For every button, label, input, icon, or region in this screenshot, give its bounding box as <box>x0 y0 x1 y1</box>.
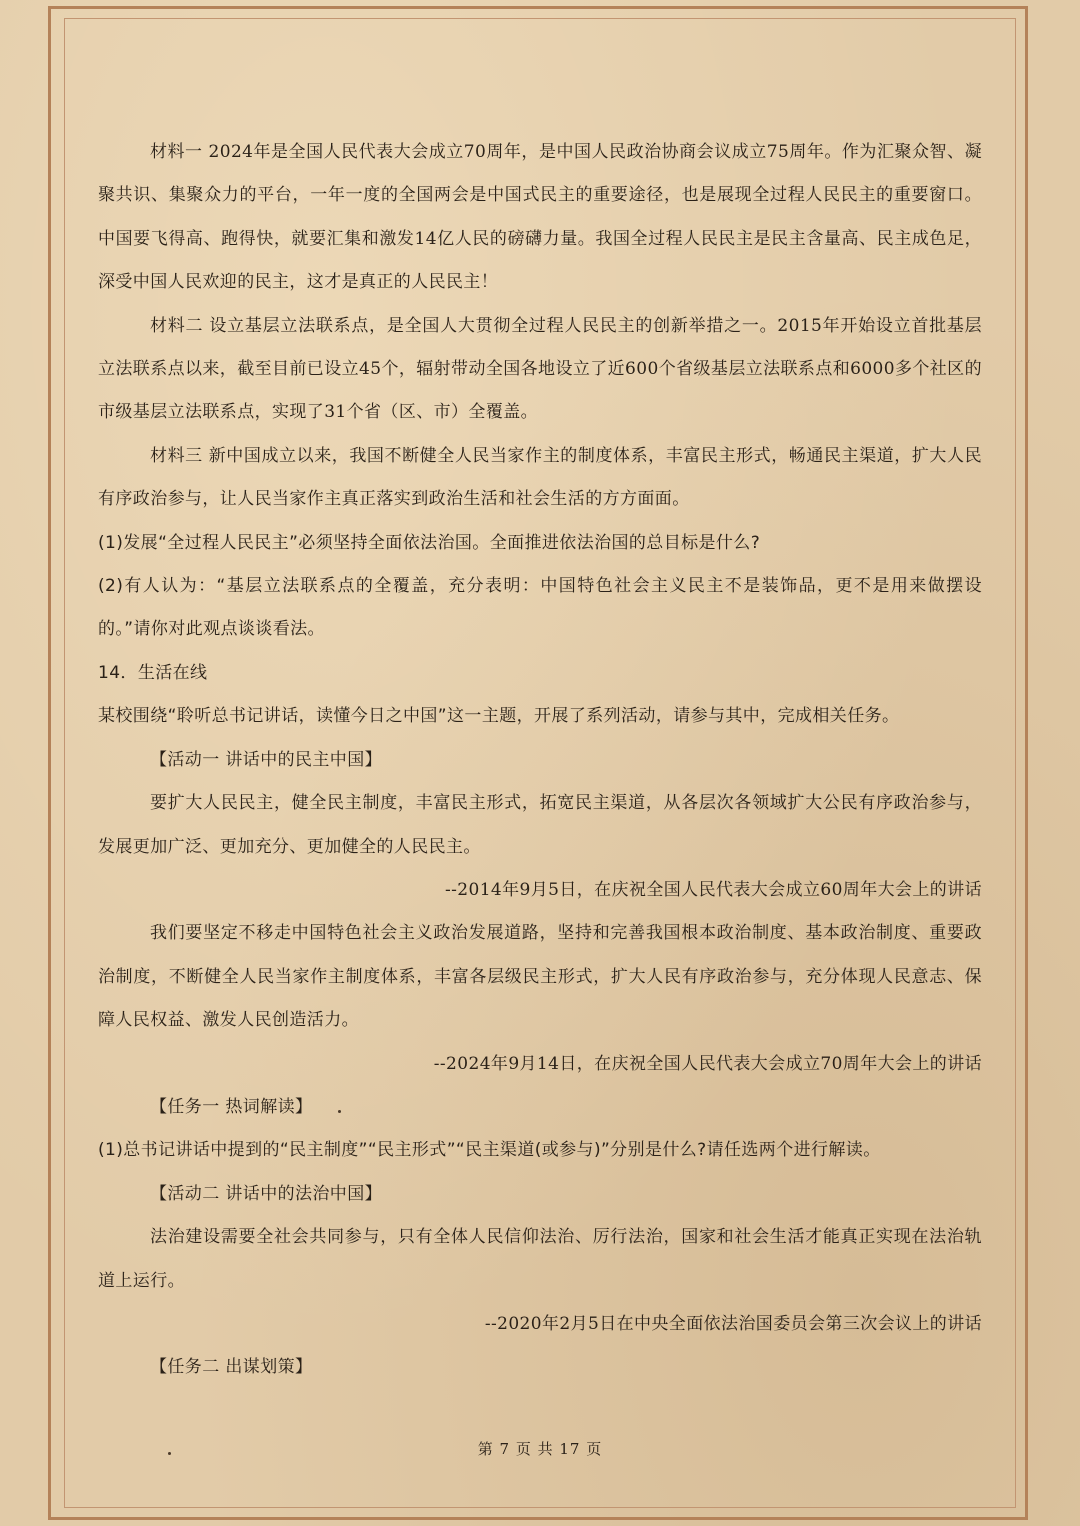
quote-3: 法治建设需要全社会共同参与，只有全体人民信仰法治、厉行法治，国家和社会生活才能真正实现在法治轨道上运行。 <box>98 1227 982 1291</box>
material-1: 材料一 2024年是全国人民代表大会成立70周年，是中国人民政治协商会议成立75周年。作为汇聚众智、凝聚共识、集聚众力的平台，一年一度的全国两会是中国式民主的重要途径，也是展现全过程人民民主的重要窗口。中国要飞得高、跑得快，就要汇集和激发14亿人民的磅礴力量。我国全过程人民民主是民主含量高、民主成色足，深受中国人民欢迎的民主，这才是真正的人民民主！ <box>98 142 982 293</box>
activity-1-title: 【活动一 讲话中的民主中国】 <box>150 749 383 770</box>
task-2-title: 【任务二 出谋划策】 <box>150 1357 313 1378</box>
activity-2-title: 【活动二 讲话中的法治中国】 <box>150 1183 383 1204</box>
document-body <box>98 131 982 1390</box>
material-2: 材料二 设立基层立法联系点，是全国人大贯彻全过程人民民主的创新举措之一。2015年开始设立首批基层立法联系点以来，截至目前已设立45个，辐射带动全国各地设立了近600个省级基层立法联系点和6000多个社区的市级基层立法联系点，实现了31个省（区、市）全覆盖。 <box>98 315 982 423</box>
section-intro: 某校围绕“聆听总书记讲话，读懂今日之中国”这一主题，开展了系列活动，请参与其中，完成相关任务。 <box>98 706 900 727</box>
task-1-question: (1)总书记讲话中提到的“民主制度”“民主形式”“民主渠道(或参与)”分别是什么?请任选两个进行解读。 <box>98 1140 881 1161</box>
page-number: 第 7 页 共 17 页 <box>477 1440 603 1458</box>
speck-mark <box>338 1110 341 1113</box>
section-title: 14．生活在线 <box>98 662 208 683</box>
quote-1-source: --2014年9月5日，在庆祝全国人民代表大会成立60周年大会上的讲话 <box>444 879 982 900</box>
quote-2-source: --2024年9月14日，在庆祝全国人民代表大会成立70周年大会上的讲话 <box>433 1053 982 1074</box>
question-2: (2)有人认为：“基层立法联系点的全覆盖，充分表明：中国特色社会主义民主不是装饰品，更不是用来做摆设的。”请你对此观点谈谈看法。 <box>98 576 982 640</box>
quote-3-source: --2020年2月5日在中央全面依法治国委员会第三次会议上的讲话 <box>484 1313 982 1334</box>
question-1: (1)发展“全过程人民民主”必须坚持全面依法治国。全面推进依法治国的总目标是什么? <box>98 532 761 553</box>
quote-2: 我们要坚定不移走中国特色社会主义政治发展道路，坚持和完善我国根本政治制度、基本政治制度、重要政治制度，不断健全人民当家作主制度体系，丰富各层级民主形式，扩大人民有序政治参与，充分体现人民意志、保障人民权益、激发人民创造活力。 <box>98 923 982 1031</box>
task-1-title: 【任务一 热词解读】 <box>150 1096 313 1117</box>
material-3: 材料三 新中国成立以来，我国不断健全人民当家作主的制度体系，丰富民主形式，畅通民主渠道，扩大人民有序政治参与，让人民当家作主真正落实到政治生活和社会生活的方方面面。 <box>98 445 982 510</box>
quote-1: 要扩大人民民主，健全民主制度，丰富民主形式，拓宽民主渠道，从各层次各领域扩大公民有序政治参与，发展更加广泛、更加充分、更加健全的人民民主。 <box>98 793 982 857</box>
